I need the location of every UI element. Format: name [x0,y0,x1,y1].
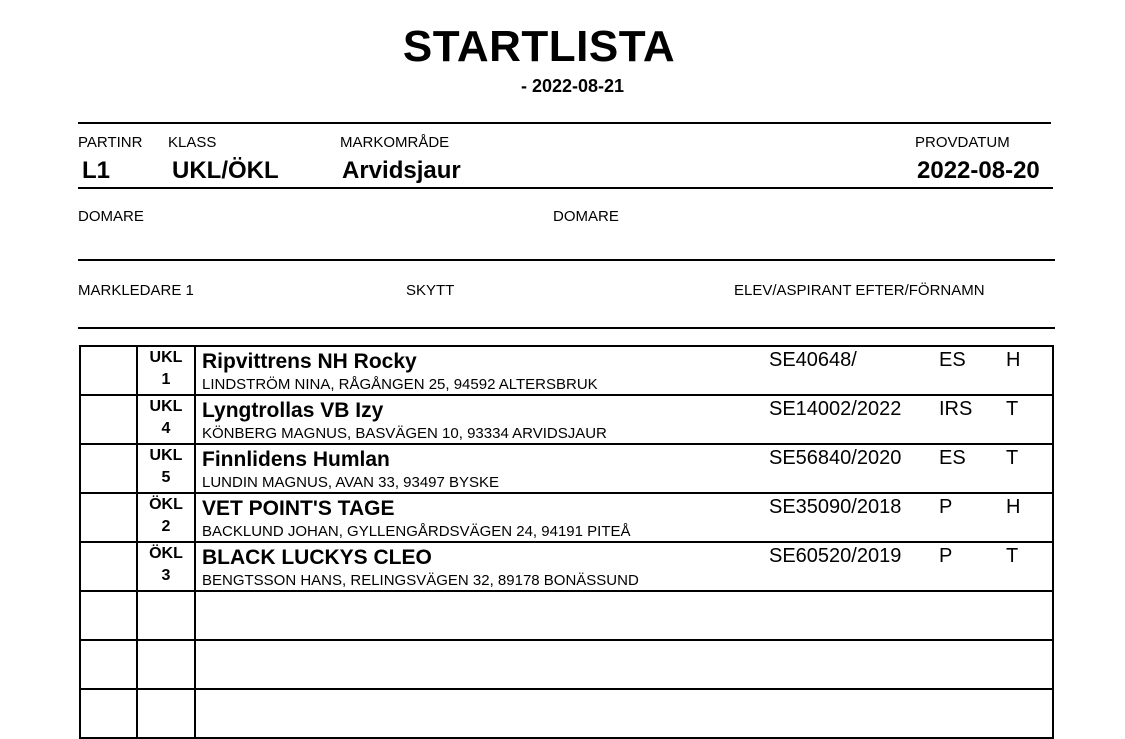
registration-number: SE35090/2018 [769,496,902,518]
table-row [80,346,1053,395]
partinr-label: PARTINR [78,134,143,151]
markomrade-value: Arvidsjaur [342,157,461,184]
class-cell [137,395,195,444]
class-cell [137,542,195,591]
registration-number: SE60520/2019 [769,545,902,567]
page-subtitle: - 2022-08-21 [520,76,625,96]
registration-number: SE14002/2022 [769,398,902,420]
mark-cell [80,591,137,640]
dog-name: Ripvittrens NH Rocky [202,350,417,373]
owner-info: LINDSTRÖM NINA, RÅGÅNGEN 25, 94592 ALTERSBRUK [202,376,598,393]
table-row [80,395,1053,444]
header-divider [78,122,1051,124]
entry-details-cell [195,395,1053,444]
entry-class: ÖKL [149,496,183,513]
mark-cell [80,640,137,689]
owner-info: BENGTSSON HANS, RELINGSVÄGEN 32, 89178 BONÄSSUND [202,572,639,589]
empty-table-row [80,591,1053,640]
entry-number: 4 [161,420,171,437]
dog-name: Finnlidens Humlan [202,448,390,471]
owner-info: BACKLUND JOHAN, GYLLENGÅRDSVÄGEN 24, 94191 PITEÅ [202,523,631,540]
class-cell [137,444,195,493]
domare-divider [78,259,1055,261]
mark-cell [80,346,137,395]
mark-cell [80,444,137,493]
partinr-value: L1 [82,157,111,184]
breed-code: ES [939,447,966,469]
sex-code: H [1006,349,1021,371]
breed-code: P [939,545,953,567]
owner-info: LUNDIN MAGNUS, AVAN 33, 93497 BYSKE [202,474,500,491]
class-cell [137,640,195,689]
entry-class: UKL [149,349,183,366]
klass-value: UKL/ÖKL [172,157,279,184]
entry-number: 1 [161,371,171,388]
dog-name: VET POINT'S TAGE [202,497,395,520]
domare-2-label: DOMARE [553,208,619,225]
entry-class: UKL [149,398,183,415]
skytt-label: SKYTT [406,282,455,299]
elev-label: ELEV/ASPIRANT EFTER/FÖRNAMN [734,282,985,299]
dog-name: BLACK LUCKYS CLEO [202,546,432,569]
sex-code: H [1006,496,1021,518]
breed-code: IRS [939,398,973,420]
mark-cell [80,395,137,444]
mark-cell [80,542,137,591]
entry-details-cell [195,542,1053,591]
entry-number: 3 [161,567,171,584]
registration-number: SE40648/ [769,349,857,371]
entry-number: 2 [161,518,171,535]
entry-class: UKL [149,447,183,464]
markomrade-label: MARKOMRÅDE [340,134,450,151]
registration-number: SE56840/2020 [769,447,902,469]
class-cell [137,591,195,640]
sex-code: T [1006,545,1019,567]
empty-table-row [80,640,1053,689]
domare-1-label: DOMARE [78,208,144,225]
owner-info: KÖNBERG MAGNUS, BASVÄGEN 10, 93334 ARVIDSJAUR [202,425,607,442]
breed-code: ES [939,349,966,371]
table-row [80,444,1053,493]
entry-details-cell [195,591,1053,640]
klass-label: KLASS [168,134,217,151]
class-cell [137,346,195,395]
class-cell [137,493,195,542]
entry-class: ÖKL [149,545,183,562]
mark-cell [80,493,137,542]
entry-details-cell [195,444,1053,493]
page-title: STARTLISTA [402,22,676,71]
provdatum-value: 2022-08-20 [917,157,1040,184]
table-row [80,542,1053,591]
entry-details-cell [195,640,1053,689]
breed-code: P [939,496,953,518]
info-divider [78,187,1053,189]
provdatum-label: PROVDATUM [915,134,1010,151]
entry-details-cell [195,493,1053,542]
table-row [80,493,1053,542]
markledare-divider [78,327,1055,329]
dog-name: Lyngtrollas VB Izy [202,399,384,422]
entry-number: 5 [161,469,171,486]
start-list-table [79,345,1054,739]
sex-code: T [1006,398,1019,420]
sex-code: T [1006,447,1019,469]
markledare-label: MARKLEDARE 1 [78,282,194,299]
entry-details-cell [195,346,1053,395]
